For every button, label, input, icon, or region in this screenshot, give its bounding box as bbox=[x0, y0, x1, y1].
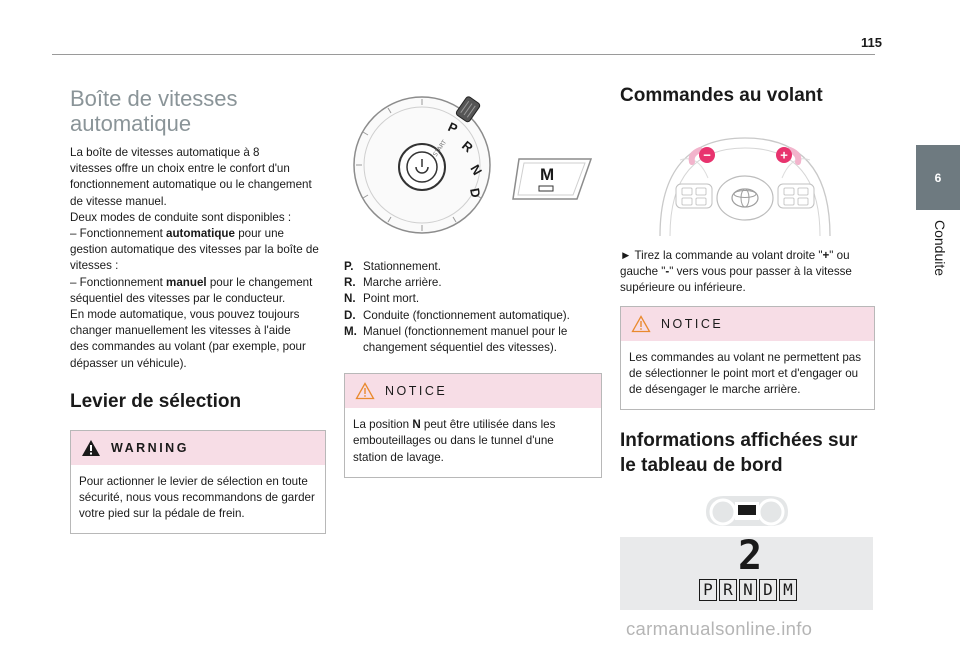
gear-selector-illustration bbox=[344, 85, 602, 250]
current-gear-digit: 2 bbox=[738, 533, 763, 580]
section-title-steering: Commandes au volant bbox=[620, 85, 823, 106]
warning-header bbox=[71, 431, 325, 465]
manual-button-label: M bbox=[540, 165, 555, 184]
gear-display-panel bbox=[620, 533, 873, 610]
notice-icon bbox=[631, 315, 651, 333]
notice-title: NOTICE bbox=[385, 384, 448, 399]
gear-legend bbox=[344, 259, 602, 356]
gear-letter: P bbox=[699, 579, 717, 601]
warning-box bbox=[70, 430, 326, 535]
notice-icon bbox=[355, 382, 375, 400]
legend-item: R. Marche arrière. bbox=[344, 276, 442, 290]
gear-label-n: N bbox=[467, 162, 486, 178]
legend-item: P. Stationnement. bbox=[344, 260, 441, 273]
gear-label-d: D bbox=[467, 186, 484, 199]
notice-text: Les commandes au volant ne permettent pas de sélectionner le point mort et d'engager ou de désengager le marche arrière. bbox=[629, 350, 862, 397]
steering-wheel-illustration bbox=[620, 118, 875, 238]
warning-icon bbox=[81, 439, 101, 457]
gear-letter: N bbox=[739, 579, 757, 601]
paddle-plus-label: + bbox=[780, 147, 788, 163]
notice-title: NOTICE bbox=[661, 316, 724, 331]
page-title: Boîte de vitesses automatique bbox=[70, 86, 238, 136]
chapter-tab[interactable] bbox=[916, 145, 960, 210]
section-title-lever: Levier de sélection bbox=[70, 390, 242, 412]
knob-start-label: START bbox=[431, 138, 449, 159]
notice-text: La position N peut être utilisée dans les embouteillages ou dans le tunnel d'une station de lavage. bbox=[353, 418, 556, 464]
notice-header bbox=[621, 307, 874, 341]
notice-box-steering bbox=[620, 306, 875, 411]
page-number: 115 bbox=[861, 35, 882, 50]
legend-item: M. Manuel (fonctionnement manuel pour le changement séquentiel des vitesses). bbox=[344, 324, 568, 355]
paddle-minus-label: − bbox=[703, 147, 711, 163]
gear-letter: R bbox=[719, 579, 737, 601]
warning-text: Pour actionner le levier de sélection en toute sécurité, nous vous recommandons de garder votre pied sur la pédale de frein. bbox=[79, 474, 315, 521]
notice-box-neutral bbox=[344, 373, 602, 478]
column-left bbox=[70, 80, 326, 534]
gear-letter: M bbox=[779, 579, 797, 601]
gear-letter: D bbox=[759, 579, 777, 601]
legend-item: D. Conduite (fonctionnement automatique). bbox=[344, 308, 570, 322]
legend-item: N. Point mort. bbox=[344, 292, 420, 306]
gear-label-p: P bbox=[445, 119, 460, 137]
notice-header bbox=[345, 374, 601, 408]
gear-label-r: R bbox=[459, 137, 476, 156]
column-middle bbox=[344, 80, 602, 478]
dashboard-icon bbox=[620, 490, 875, 530]
column-right bbox=[620, 80, 875, 610]
gear-letters bbox=[699, 579, 797, 601]
intro-text: La boîte de vitesses automatique à 8 vitesses offre un choix entre le confort d'un fonctionnement automatique ou le changement de vitesse manuel. Deux modes de conduite sont disponibles : – Fonctionnement automatique pour une gestion automatique des vitesses par la boîte de vitesses : – Fonctionnement manuel pour le changement séquentiel des vitesses par le conducteur. En mode automatique, vous pouvez toujours changer manuellement les vitesses à l'aide des commandes au volant (par exemple, pour dépasser un véhicule). bbox=[70, 146, 319, 370]
header-rule bbox=[52, 54, 875, 55]
warning-title: WARNING bbox=[111, 440, 189, 455]
footer-watermark: carmanualsonline.info bbox=[626, 618, 813, 639]
chapter-title: Conduite bbox=[932, 220, 948, 277]
section-title-dashboard: Informations affichées sur le tableau de bord bbox=[620, 430, 858, 477]
chapter-number: 6 bbox=[934, 170, 942, 185]
steering-instruction: ► Tirez la commande au volant droite "+" ou gauche "-" vers vous pour passer à la vitesse supérieure ou inférieure. bbox=[620, 249, 852, 295]
